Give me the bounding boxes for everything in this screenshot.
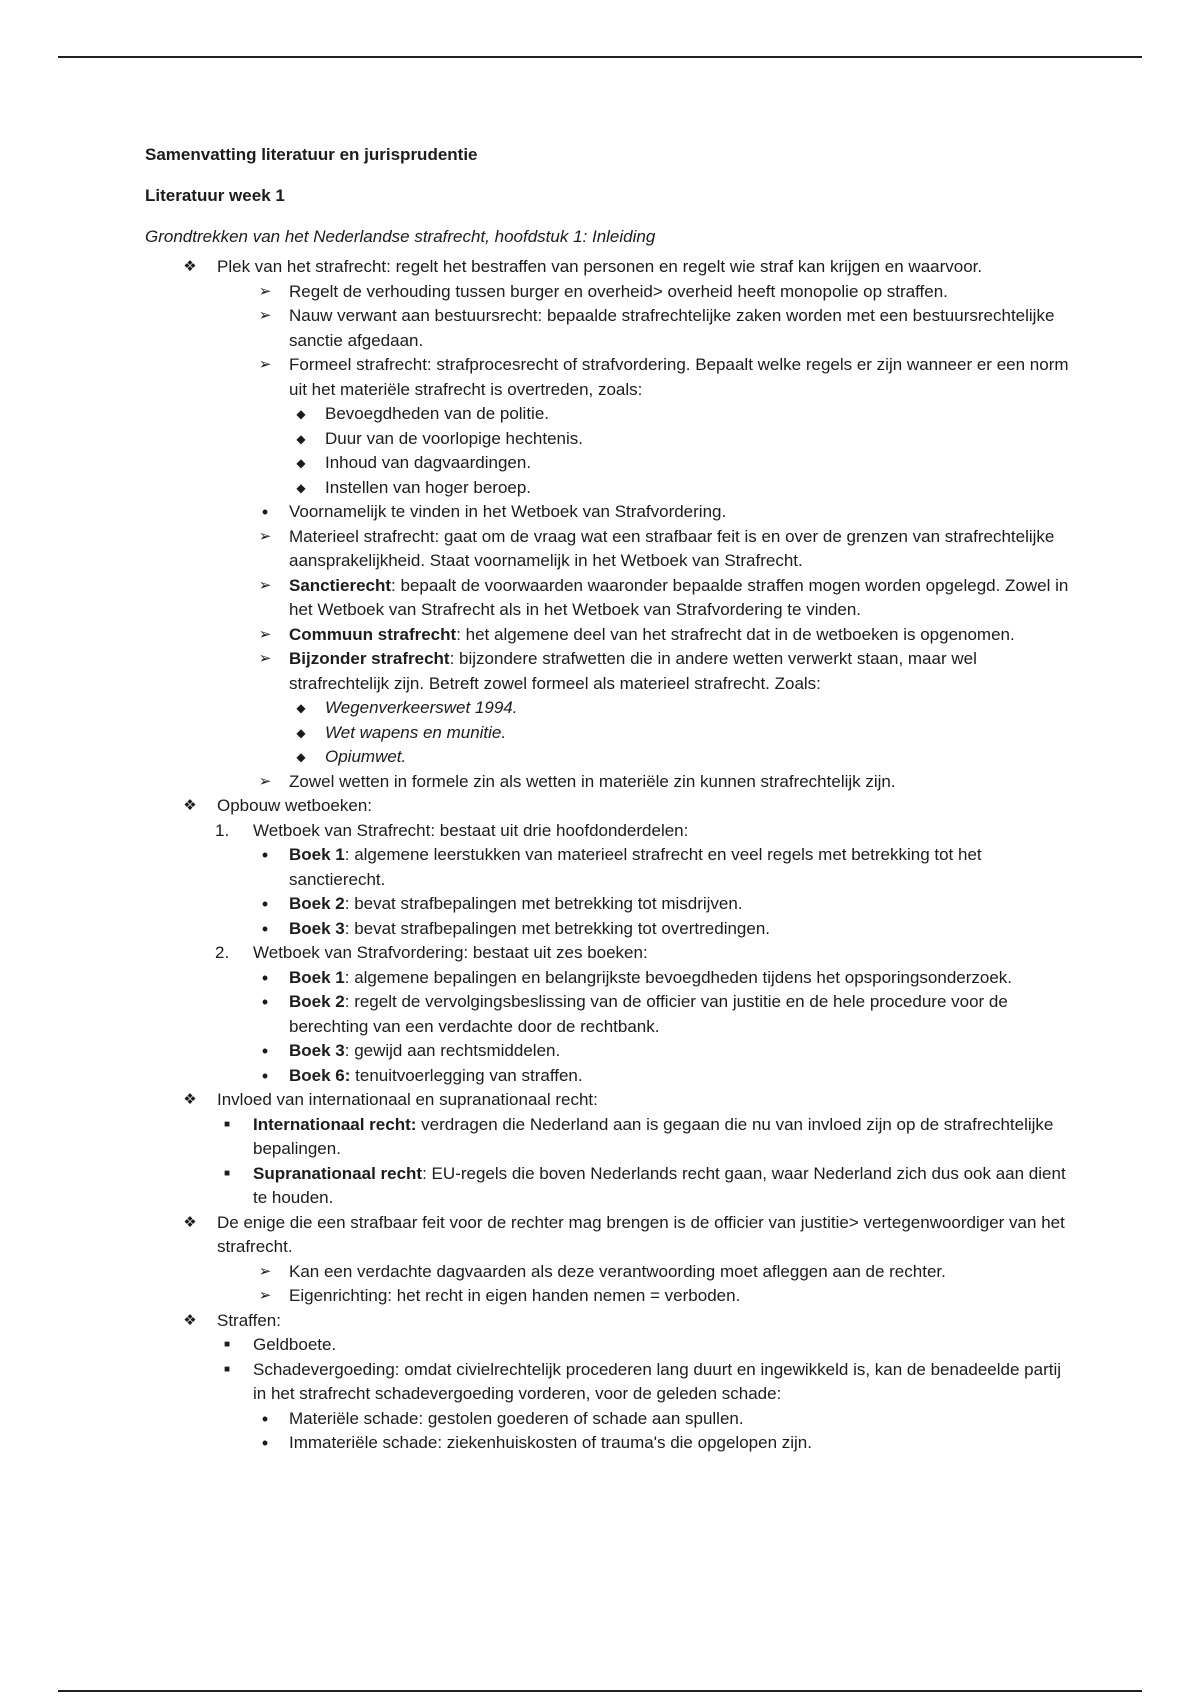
item-text: Duur van de voorlopige hechtenis. <box>325 428 583 448</box>
item-term: Boek 2 <box>289 894 345 913</box>
bullet-marker: 1. <box>215 820 230 840</box>
bullet-marker: ◆ <box>296 750 306 764</box>
item-text: Wetboek van Strafvordering: bestaat uit zes boeken: <box>253 943 648 962</box>
bullet-marker: ❖ <box>183 1311 197 1329</box>
item-text: Bevoegdheden van de politie. <box>325 404 550 423</box>
list-item <box>145 1211 1070 1260</box>
list-item <box>145 696 1070 721</box>
bullet-marker: • <box>261 894 269 914</box>
list-item <box>145 843 1070 892</box>
item-term: Boek 3 <box>289 918 345 938</box>
list-item <box>145 402 1070 427</box>
item-text: verdragen die Nederland aan is gegaan die nu van invloed zijn op de strafrechtelijke bepalingen. <box>253 1114 1054 1158</box>
item-text: : het algemene deel van het strafrecht dat in de wetboeken is opgenomen. <box>456 624 1015 644</box>
list-item <box>145 990 1070 1039</box>
item-term: Bijzonder strafrecht <box>289 649 450 668</box>
list-item <box>145 966 1070 991</box>
item-text: Wet wapens en munitie. <box>325 722 507 742</box>
item-text: De enige die een strafbaar feit voor de rechter mag brengen is de officier van justitie> vertegenwoordiger van het strafrecht. <box>217 1212 1065 1256</box>
list-item <box>145 917 1070 942</box>
list-item <box>145 1113 1070 1162</box>
list-item <box>145 1284 1070 1309</box>
item-term: Boek 1 <box>289 845 345 864</box>
bullet-marker: ➢ <box>258 625 272 643</box>
chapter-subtitle: Grondtrekken van het Nederlandse strafrecht, hoofdstuk 1: Inleiding <box>145 227 656 246</box>
bullet-marker: ◆ <box>296 480 306 495</box>
item-text: Plek van het strafrecht: regelt het bestraffen van personen en regelt wie straf kan krijgen en waarvoor. <box>217 257 983 276</box>
item-text: Instellen van hoger beroep. <box>325 477 532 497</box>
item-text: Opiumwet. <box>325 747 407 766</box>
bullet-marker: ➢ <box>258 576 272 594</box>
item-text: Opbouw wetboeken: <box>217 796 372 815</box>
item-text: : regelt de vervolgingsbeslissing van de officier van justitie en de hele procedure voor de berechting van een verdachte door de rechtbank. <box>289 992 1008 1036</box>
list-item <box>145 1431 1070 1456</box>
bullet-marker: ■ <box>223 1339 231 1350</box>
item-term: Supranationaal recht <box>253 1163 423 1183</box>
item-text: : bepaalt de voorwaarden waaronder bepaalde straffen mogen worden opgelegd. Zowel in het Wetboek van Strafrecht als in het Wetboek van Strafvordering te vinden. <box>289 575 1069 619</box>
item-text: Materiële schade: gestolen goederen of schade aan spullen. <box>289 1408 744 1428</box>
item-text: Wetboek van Strafrecht: bestaat uit drie hoofdonderdelen: <box>253 820 689 840</box>
item-text: Nauw verwant aan bestuursrecht: bepaalde strafrechtelijke zaken worden met een bestuursrechtelijke sanctie afgedaan. <box>289 306 1055 350</box>
list-item <box>145 745 1070 770</box>
list-item <box>145 280 1070 305</box>
bullet-marker: ➢ <box>258 527 272 545</box>
item-text: Schadevergoeding: omdat civielrechtelijk procederen lang duurt en ingewikkeld is, kan de benadeelde partij in het strafrecht schadevergoeding vorderen, voor de geleden schade: <box>253 1359 1062 1403</box>
bullet-marker: ◆ <box>296 431 306 446</box>
bullet-marker: ◆ <box>296 701 306 715</box>
list-item <box>145 304 1070 353</box>
list-item <box>145 1039 1070 1064</box>
document-title: Samenvatting literatuur en jurisprudentie <box>145 145 478 164</box>
item-term: Boek 6: <box>289 1065 351 1085</box>
list-item <box>145 1162 1070 1211</box>
bullet-marker: • <box>261 502 269 522</box>
list-item <box>145 1309 1070 1334</box>
bullet-marker: ➢ <box>258 650 272 667</box>
item-text: : bijzondere strafwetten die in andere wetten verwerkt staan, maar wel strafrechtelijk zijn. Betreft zowel formeel als materieel strafrecht. Zoals: <box>289 649 977 693</box>
bullet-marker: ❖ <box>183 1091 197 1108</box>
item-term: Sanctierecht <box>289 575 392 595</box>
item-text: Materieel strafrecht: gaat om de vraag wat een strafbaar feit is en over de grenzen van strafrechtelijke aansprakelijkheid. Staat voornamelijk in het Wetboek van Strafrecht. <box>289 526 1055 570</box>
bullet-marker: ➢ <box>258 1262 272 1280</box>
document-body <box>145 143 1070 1456</box>
bullet-marker: • <box>261 1433 269 1453</box>
list-item <box>145 476 1070 501</box>
list-item <box>145 819 1070 844</box>
bullet-marker: • <box>261 1065 269 1086</box>
item-text: : bevat strafbepalingen met betrekking tot misdrijven. <box>344 894 743 913</box>
item-text: : algemene bepalingen en belangrijkste bevoegdheden tijdens het opsporingsonderzoek. <box>344 967 1013 987</box>
item-text: Wegenverkeerswet 1994. <box>325 698 518 717</box>
bullet-marker: 2. <box>215 943 230 962</box>
list-item <box>145 794 1070 819</box>
list-item <box>145 1088 1070 1113</box>
item-text: Straffen: <box>217 1310 281 1330</box>
item-text: : gewijd aan rechtsmiddelen. <box>344 1041 561 1060</box>
list-item <box>145 1260 1070 1285</box>
list-item <box>145 255 1070 280</box>
list-item <box>145 1064 1070 1089</box>
list-item <box>145 770 1070 795</box>
list-item <box>145 1358 1070 1407</box>
bullet-marker: ➢ <box>258 307 272 324</box>
list-item <box>145 1407 1070 1432</box>
item-text: : EU-regels die boven Nederlands recht gaan, waar Nederland zich dus ook aan dient te houden. <box>253 1163 1066 1207</box>
list-item <box>145 892 1070 917</box>
bullet-marker: ➢ <box>258 282 272 300</box>
header-rule <box>58 56 1142 58</box>
list-item <box>145 623 1070 648</box>
bullet-marker: • <box>261 918 269 939</box>
item-text: : bevat strafbepalingen met betrekking tot overtredingen. <box>344 918 771 938</box>
bullet-marker: ◆ <box>296 407 306 421</box>
item-term: Boek 1 <box>289 967 345 987</box>
list-item <box>145 500 1070 525</box>
bullet-marker: • <box>261 845 269 865</box>
item-text: Regelt de verhouding tussen burger en overheid> overheid heeft monopolie op straffen. <box>289 281 948 301</box>
footer-rule <box>58 1690 1142 1692</box>
item-text: Zowel wetten in formele zin als wetten in materiële zin kunnen strafrechtelijk zijn. <box>289 771 896 791</box>
item-text: Geldboete. <box>253 1335 337 1354</box>
list-item <box>145 1333 1070 1358</box>
bullet-marker: ◆ <box>296 725 306 740</box>
item-term: Commuun strafrecht <box>289 624 457 644</box>
item-text: Kan een verdachte dagvaarden als deze verantwoording moet afleggen aan de rechter. <box>289 1261 946 1281</box>
bullet-marker: ➢ <box>258 772 272 790</box>
list-item <box>145 427 1070 452</box>
item-term: Boek 3 <box>289 1041 345 1060</box>
list-item <box>145 574 1070 623</box>
item-text: tenuitvoerlegging van straffen. <box>350 1065 583 1085</box>
item-text: Voornamelijk te vinden in het Wetboek van Strafvordering. <box>289 502 727 521</box>
list-item <box>145 647 1070 696</box>
bullet-marker: ■ <box>223 1167 231 1179</box>
item-text: Inhoud van dagvaardingen. <box>325 453 532 472</box>
bullet-marker: ➢ <box>258 1287 272 1304</box>
item-text: Formeel strafrecht: strafprocesrecht of strafvordering. Bepaalt welke regels er zijn wanneer er een norm uit het materiële strafrecht is overtreden, zoals: <box>289 355 1069 399</box>
bullet-marker: ❖ <box>183 1213 197 1231</box>
list-item <box>145 353 1070 402</box>
bullet-marker: ❖ <box>183 258 197 275</box>
bullet-marker: • <box>261 992 269 1012</box>
bullet-marker: ❖ <box>183 797 197 814</box>
bullet-marker: ➢ <box>258 356 272 373</box>
list-item <box>145 451 1070 476</box>
bullet-marker: ■ <box>223 1363 231 1375</box>
section-heading: Literatuur week 1 <box>145 186 285 205</box>
item-term: Internationaal recht: <box>253 1114 417 1134</box>
item-text: : algemene leerstukken van materieel strafrecht en veel regels met betrekking tot het sanctierecht. <box>289 845 982 889</box>
bullet-marker: ■ <box>223 1118 231 1130</box>
bullet-marker: • <box>261 1041 269 1061</box>
item-term: Boek 2 <box>289 992 345 1011</box>
bullet-marker: • <box>261 1408 269 1429</box>
bullet-marker: • <box>261 967 269 988</box>
bullet-list <box>145 255 1070 1456</box>
list-item <box>145 941 1070 966</box>
list-item <box>145 721 1070 746</box>
item-text: Invloed van internationaal en supranationaal recht: <box>217 1090 598 1109</box>
list-item <box>145 525 1070 574</box>
bullet-marker: ◆ <box>296 456 306 470</box>
item-text: Eigenrichting: het recht in eigen handen nemen = verboden. <box>289 1286 741 1305</box>
item-text: Immateriële schade: ziekenhuiskosten of trauma's die opgelopen zijn. <box>289 1433 812 1452</box>
